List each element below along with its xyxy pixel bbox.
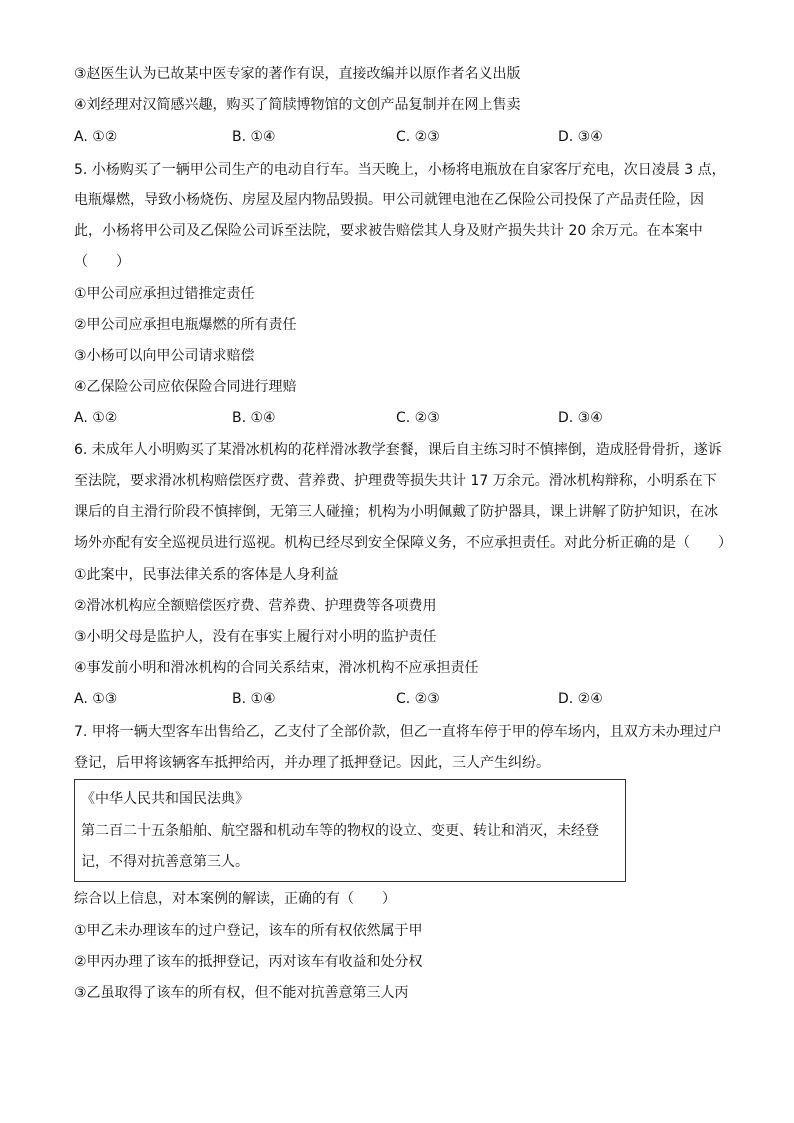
- q5-option-a: A. ①②: [74, 410, 118, 426]
- law-article-line-2: 记，不得对抗善意第三人。: [81, 854, 249, 870]
- q5-item-1: ①甲公司应承担过错推定责任: [74, 286, 255, 302]
- q7-stem-line-1: 7. 甲将一辆大型客车出售给乙，乙支付了全部价款，但乙一直将车停于甲的停车场内，且双方未办理过户: [74, 724, 722, 740]
- q5-answer-blank: （ ）: [74, 254, 130, 270]
- q6-item-3: ③小明父母是监护人，没有在事实上履行对小明的监护责任: [74, 629, 437, 645]
- q7-item-3: ③乙虽取得了该车的所有权，但不能对抗善意第三人丙: [74, 985, 409, 1001]
- q5-options: [74, 408, 734, 428]
- q5-option-c: C. ②③: [396, 410, 440, 426]
- q7-stem-line-2: 登记，后甲将该辆客车抵押给丙，并办理了抵押登记。因此，三人产生纠纷。: [74, 755, 550, 771]
- q5-item-4: ④乙保险公司应依保险合同进行理赔: [74, 379, 297, 395]
- q4-options: [74, 127, 734, 147]
- q6-option-d: D. ②④: [558, 691, 603, 707]
- law-quote-box: [74, 779, 626, 882]
- q5-item-3: ③小杨可以向甲公司请求赔偿: [74, 348, 255, 364]
- q5-stem-line-2: 电瓶爆燃，导致小杨烧伤、房屋及屋内物品毁损。甲公司就锂电池在乙保险公司投保了产品责任险，因: [74, 192, 704, 208]
- q6-item-2: ②滑冰机构应全额赔偿医疗费、营养费、护理费等各项费用: [74, 598, 437, 614]
- q5-stem-line-3: 此，小杨将甲公司及乙保险公司诉至法院，要求被告赔偿其人身及财产损失共计 20 余万元。在本案中: [74, 223, 703, 239]
- q6-stem-line-2: 至法院，要求滑冰机构赔偿医疗费、营养费、护理费等损失共计 17 万余元。滑冰机构辩称，小明系在下: [74, 473, 717, 489]
- q5-option-b: B. ①④: [232, 410, 276, 426]
- q4-option-b: B. ①④: [232, 129, 276, 145]
- q6-option-a: A. ①③: [74, 691, 118, 707]
- q6-stem-line-4: 场外亦配有安全巡视员进行巡视。机构已经尽到安全保障义务，不应承担责任。对此分析正确的是（ ）: [74, 535, 732, 551]
- law-article-line-1: 第二百二十五条船舶、航空器和机动车等的物权的设立、变更、转让和消灭，未经登: [81, 823, 599, 839]
- q6-item-1: ①此案中，民事法律关系的客体是人身利益: [74, 567, 339, 583]
- q6-options: [74, 689, 734, 709]
- law-title: 《中华人民共和国民法典》: [81, 791, 249, 807]
- q5-item-2: ②甲公司应承担电瓶爆燃的所有责任: [74, 317, 297, 333]
- q5-stem-line-1: 5. 小杨购买了一辆甲公司生产的电动自行车。当天晚上，小杨将电瓶放在自家客厅充电，次日凌晨 3 点，: [74, 162, 726, 178]
- q4-option-c: C. ②③: [396, 129, 440, 145]
- q4-option-d: D. ③④: [558, 129, 603, 145]
- q6-option-c: C. ②③: [396, 691, 440, 707]
- q6-item-4: ④事发前小明和滑冰机构的合同关系结束，滑冰机构不应承担责任: [74, 660, 479, 676]
- q4-option-a: A. ①②: [74, 129, 118, 145]
- q6-stem-line-3: 课后的自主滑行阶段不慎摔倒，无第三人碰撞；机构为小明佩戴了防护器具，课上讲解了防护知识，在冰: [74, 504, 718, 520]
- q7-question-stem: 综合以上信息，对本案例的解读，正确的有（ ）: [74, 891, 396, 907]
- q4-item-3: ③赵医生认为已故某中医专家的著作有误，直接改编并以原作者名义出版: [74, 66, 521, 82]
- q4-item-4: ④刘经理对汉简感兴趣，购买了简牍博物馆的文创产品复制并在网上售卖: [74, 97, 521, 113]
- q5-option-d: D. ③④: [558, 410, 603, 426]
- q7-item-1: ①甲乙未办理该车的过户登记，该车的所有权依然属于甲: [74, 923, 423, 939]
- q6-stem-line-1: 6. 未成年人小明购买了某滑冰机构的花样滑冰教学套餐，课后自主练习时不慎摔倒，造成胫骨骨折，遂诉: [74, 442, 722, 458]
- q7-item-2: ②甲丙办理了该车的抵押登记，丙对该车有收益和处分权: [74, 954, 423, 970]
- q6-option-b: B. ①④: [232, 691, 276, 707]
